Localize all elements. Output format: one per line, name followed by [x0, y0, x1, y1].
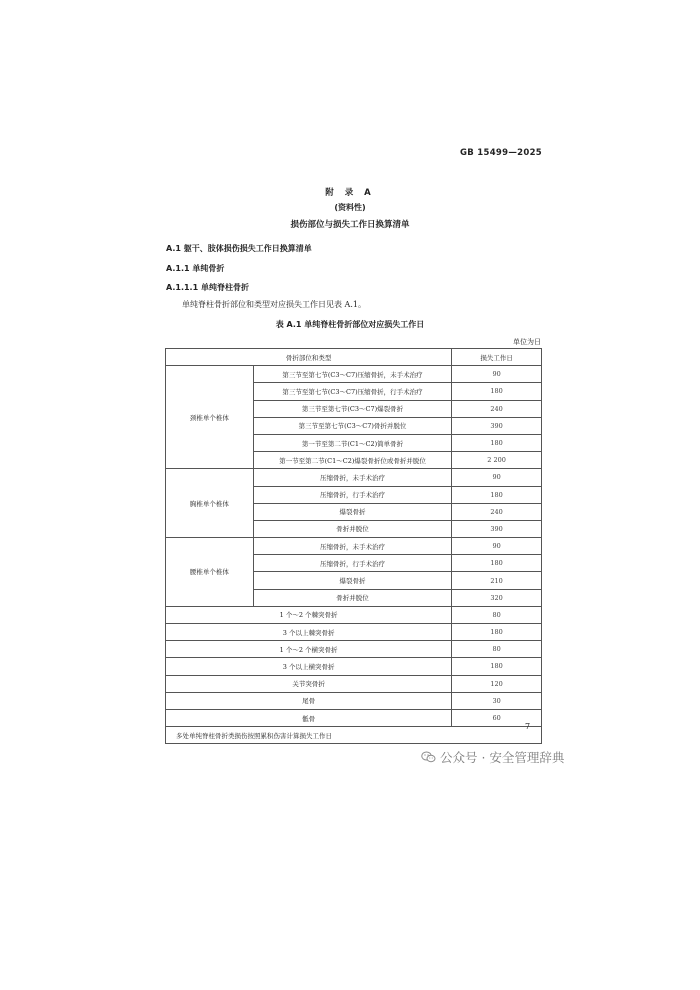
days-cell: 80: [452, 606, 542, 623]
wechat-icon: [421, 751, 436, 763]
fracture-type-cell: 爆裂骨折: [253, 503, 451, 520]
table-row: [166, 469, 542, 486]
table-note-row: [166, 727, 542, 744]
table-row: [166, 538, 542, 555]
group-label-lumbar: 腰椎单个椎体: [166, 538, 254, 607]
days-cell: 90: [452, 538, 542, 555]
fracture-type-cell: 爆裂骨折: [253, 572, 451, 589]
days-cell: 2 200: [452, 452, 542, 469]
fracture-type-cell: 第一节至第二节(C1～C2)简单骨折: [253, 434, 451, 451]
table-header-row: [166, 349, 542, 366]
days-cell: 320: [452, 589, 542, 606]
appendix-name: 损伤部位与损失工作日换算清单: [290, 220, 410, 230]
table-row: [166, 692, 542, 709]
fracture-type-cell: 第三节至第七节(C3～C7)压缩骨折，未手术治疗: [253, 366, 451, 383]
fracture-type-cell: 压缩骨折，行手术治疗: [253, 486, 451, 503]
days-cell: 180: [452, 555, 542, 572]
page-number: 7: [525, 722, 531, 731]
fracture-type-cell: 骶骨: [166, 709, 452, 726]
section-heading-a111: A.1.1.1 单纯脊柱骨折: [166, 283, 249, 292]
section-heading-a11: A.1.1 单纯骨折: [166, 264, 225, 273]
days-cell: 210: [452, 572, 542, 589]
fracture-type-cell: 骨折并脱位: [253, 520, 451, 537]
table-unit: 单位为日: [513, 338, 541, 346]
days-cell: 90: [452, 366, 542, 383]
table-row: [166, 675, 542, 692]
table-row: [166, 709, 542, 726]
fracture-type-cell: 压缩骨折，未手术治疗: [253, 538, 451, 555]
days-cell: 80: [452, 641, 542, 658]
days-cell: 390: [452, 417, 542, 434]
days-cell: 180: [452, 486, 542, 503]
fracture-type-cell: 骨折并脱位: [253, 589, 451, 606]
table-note: 多处单纯脊柱骨折类损伤按照累积伤害计算损失工作日: [166, 727, 542, 744]
fracture-type-cell: 1 个～2 个横突骨折: [166, 641, 452, 658]
fracture-type-cell: 第三节至第七节(C3～C7)爆裂骨折: [253, 400, 451, 417]
table-row: [166, 641, 542, 658]
days-cell: 90: [452, 469, 542, 486]
group-label-cervical: 颈椎单个椎体: [166, 366, 254, 469]
fracture-type-cell: 关节突骨折: [166, 675, 452, 692]
days-cell: 240: [452, 400, 542, 417]
days-cell: 240: [452, 503, 542, 520]
days-cell: 180: [452, 658, 542, 675]
appendix-title: 附 录 A: [325, 188, 375, 198]
standard-number: GB 15499—2025: [459, 148, 542, 158]
days-cell: 120: [452, 675, 542, 692]
fracture-type-cell: 3 个以上横突骨折: [166, 658, 452, 675]
section-heading-a1: A.1 躯干、肢体损伤损失工作日换算清单: [166, 244, 312, 253]
table-caption: 表 A.1 单纯脊柱骨折部位对应损失工作日: [275, 320, 425, 329]
intro-paragraph: 单纯脊柱骨折部位和类型对应损失工作日见表 A.1。: [182, 300, 366, 309]
fracture-type-cell: 1 个～2 个棘突骨折: [166, 606, 452, 623]
days-cell: 30: [452, 692, 542, 709]
fracture-table: [165, 348, 542, 744]
fracture-type-cell: 第三节至第七节(C3～C7)骨折并脱位: [253, 417, 451, 434]
watermark: [421, 748, 564, 766]
table-row: [166, 606, 542, 623]
fracture-type-cell: 第三节至第七节(C3～C7)压缩骨折，行手术治疗: [253, 383, 451, 400]
fracture-type-cell: 压缩骨折，行手术治疗: [253, 555, 451, 572]
table-row: [166, 658, 542, 675]
days-cell: 390: [452, 520, 542, 537]
header-cell-type: 骨折部位和类型: [166, 349, 452, 366]
fracture-type-cell: 3 个以上棘突骨折: [166, 624, 452, 641]
fracture-type-cell: 压缩骨折，未手术治疗: [253, 469, 451, 486]
watermark-text: 公众号 · 安全管理辞典: [440, 750, 565, 765]
days-cell: 60: [452, 709, 542, 726]
appendix-type: (资料性): [334, 203, 366, 212]
table-row: [166, 366, 542, 383]
days-cell: 180: [452, 383, 542, 400]
header-cell-days: 损失工作日: [452, 349, 542, 366]
group-label-thoracic: 胸椎单个椎体: [166, 469, 254, 538]
table-row: [166, 624, 542, 641]
days-cell: 180: [452, 434, 542, 451]
fracture-type-cell: 尾骨: [166, 692, 452, 709]
days-cell: 180: [452, 624, 542, 641]
fracture-type-cell: 第一节至第二节(C1～C2)爆裂骨折位或骨折并脱位: [253, 452, 451, 469]
